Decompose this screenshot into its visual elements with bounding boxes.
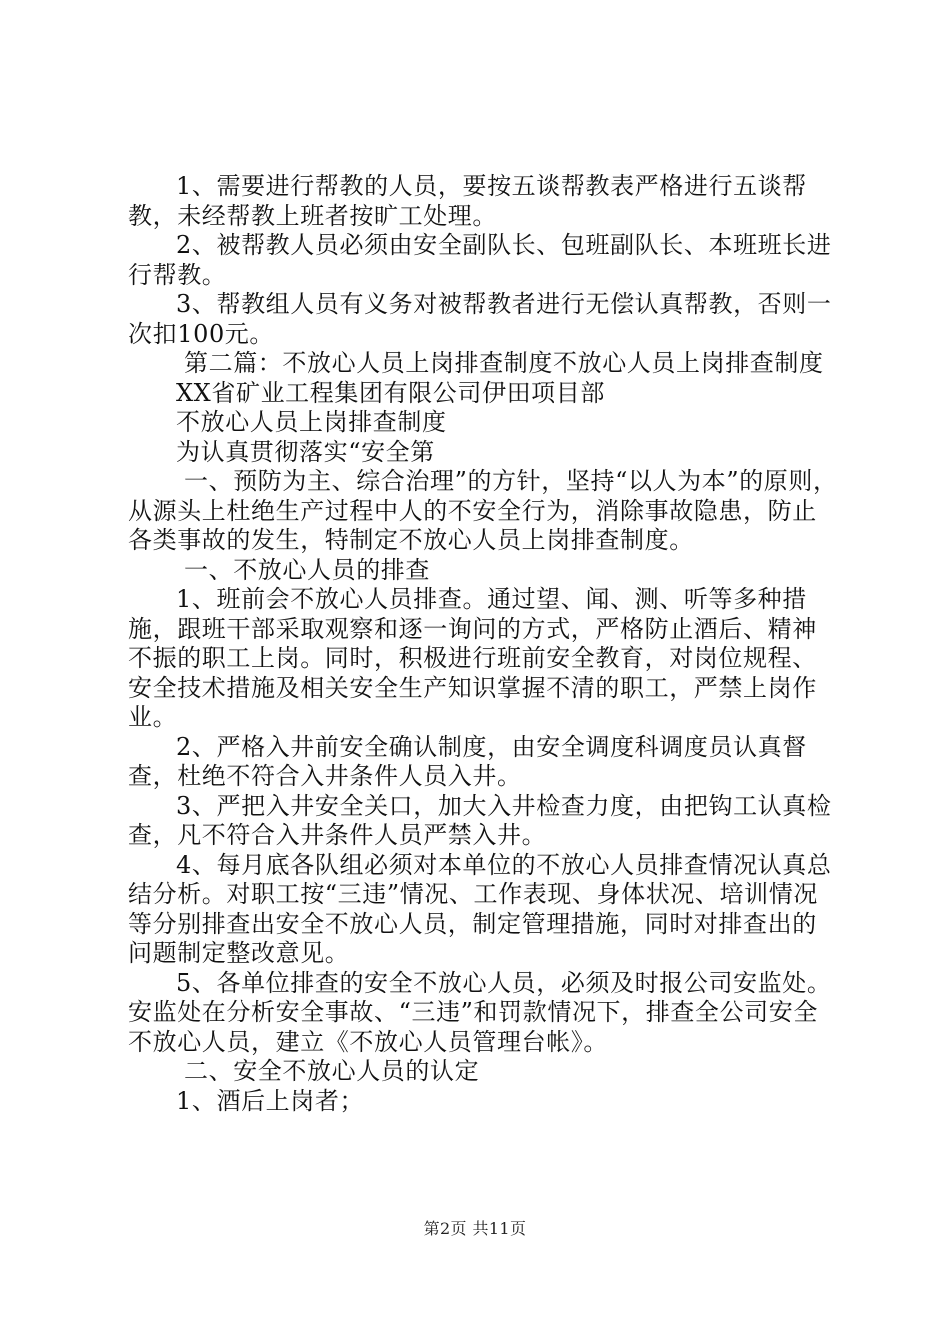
screening-item-3: 3、严把入井安全关口，加大入井检查力度，由把钩工认真检查，凡不符合入井条件人员严禁入井。 — [128, 791, 832, 849]
paragraph-1: 1、需要进行帮教的人员，要按五谈帮教表严格进行五谈帮教，未经帮教上班者按旷工处理。 — [128, 172, 807, 230]
document-body — [128, 172, 838, 1116]
subheading-identification: 二、安全不放心人员的认定 — [184, 1057, 480, 1085]
paragraph-3: 3、帮教组人员有义务对被帮教者进行无偿认真帮教，否则一次扣100元。 — [128, 290, 832, 348]
screening-item-1: 1、班前会不放心人员排查。通过望、闻、测、听等多种措施，跟班干部采取观察和逐一询问的方式，严格防止酒后、精神不振的职工上岗。同时，积极进行班前安全教育，对岗位规程、安全技术措施及相关安全生产知识掌握不清的职工，严禁上岗作业。 — [128, 585, 817, 731]
regulation-title: 不放心人员上岗排查制度 — [176, 408, 447, 436]
screening-item-2: 2、严格入井前安全确认制度，由安全调度科调度员认真督查，杜绝不符合入井条件人员入井。 — [128, 732, 807, 790]
screening-item-5: 5、各单位排查的安全不放心人员，必须及时报公司安监处。安监处在分析安全事故、“三违”和罚款情况下，排查全公司安全不放心人员，建立《不放心人员管理台帐》。 — [128, 968, 832, 1056]
page-footer: 第2页 共11页 — [423, 1219, 527, 1238]
section-title: 第二篇：不放心人员上岗排查制度不放心人员上岗排查制度 — [184, 349, 824, 377]
company-name: XX省矿业工程集团有限公司伊田项目部 — [176, 378, 605, 407]
identification-item-1: 1、酒后上岗者； — [176, 1086, 365, 1115]
subheading-screening: 一、不放心人员的排查 — [184, 555, 430, 584]
screening-item-4: 4、每月底各队组必须对本单位的不放心人员排查情况认真总结分析。对职工按“三违”情况、工作表现、身体状况、培训情况等分别排查出安全不放心人员，制定管理措施，同时对排查出的问题制定整改意见。 — [128, 850, 832, 967]
paragraph-principle: 一、预防为主、综合治理”的方针，坚持“以人为本”的原则，从源头上杜绝生产过程中人的不安全行为，消除事故隐患，防止各类事故的发生，特制定不放心人员上岗排查制度。 — [128, 467, 838, 554]
paragraph-intro: 为认真贯彻落实“安全第 — [176, 437, 435, 466]
paragraph-2: 2、被帮教人员必须由安全副队长、包班副队长、本班班长进行帮教。 — [128, 231, 832, 289]
